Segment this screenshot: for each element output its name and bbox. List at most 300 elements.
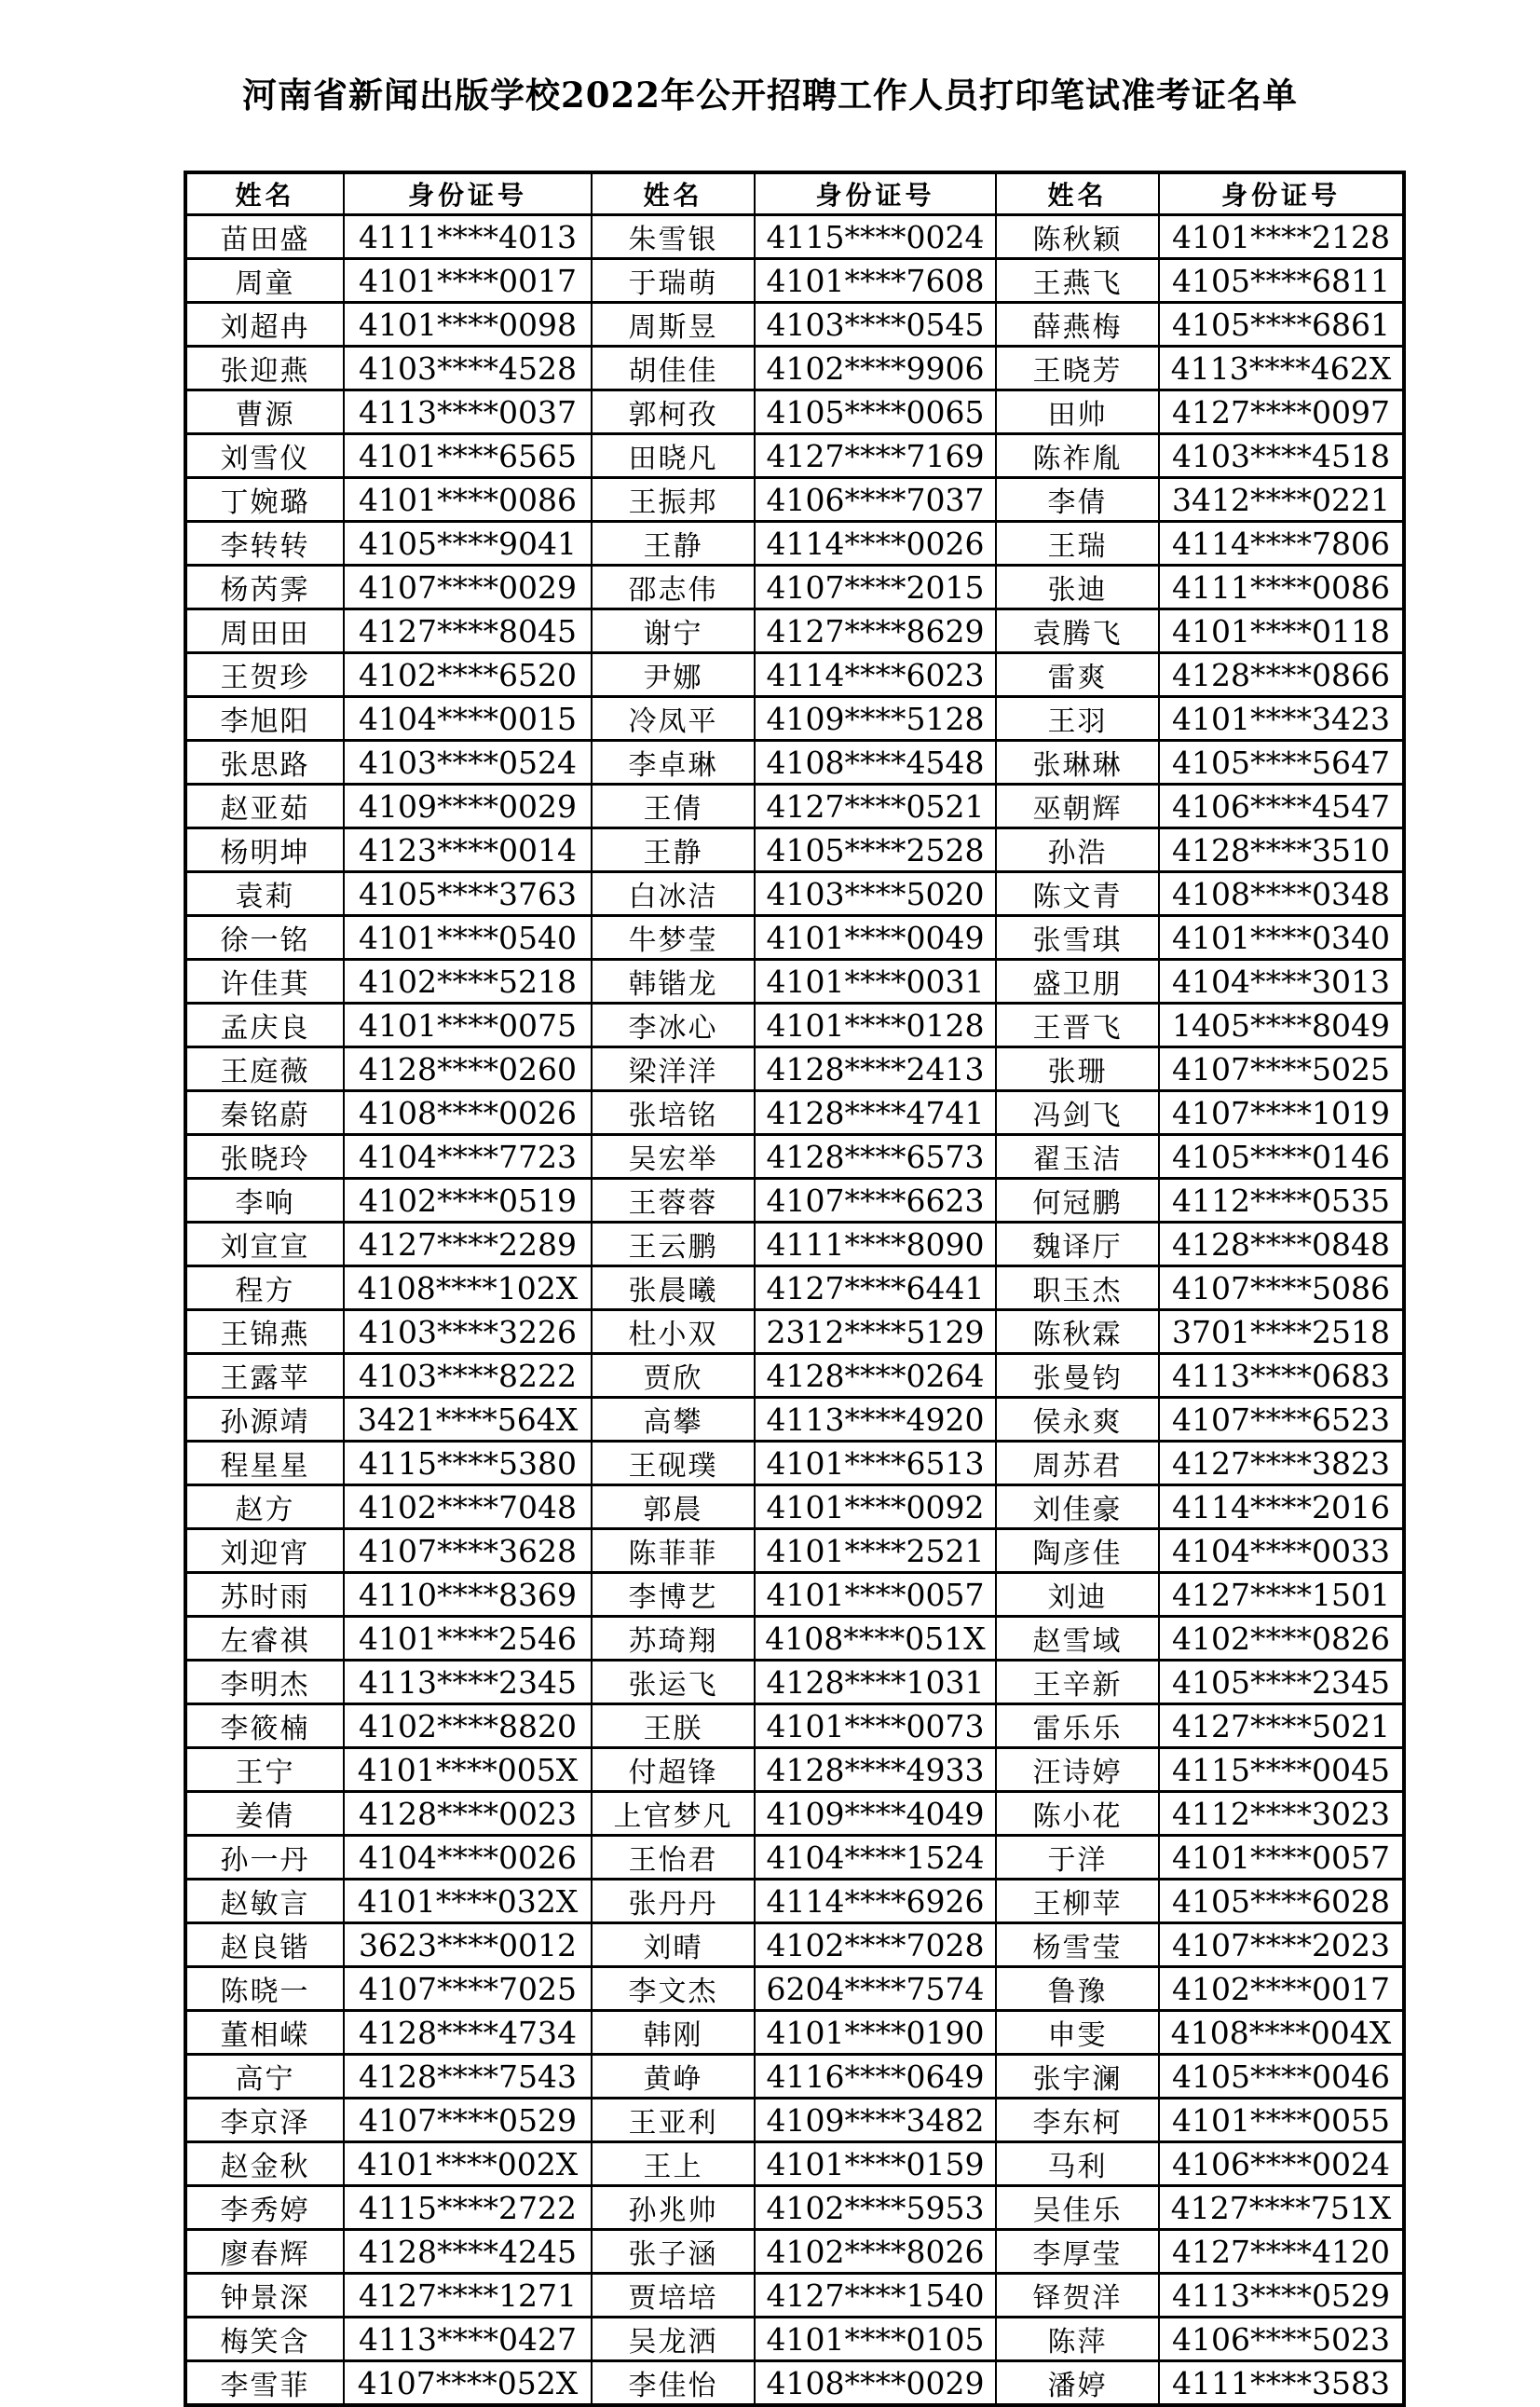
candidate-id: 4101****0118: [1159, 609, 1404, 653]
candidate-name: 苏琦翔: [592, 1617, 755, 1661]
candidate-id: 4128****0023: [344, 1792, 592, 1836]
candidate-id: 4104****0033: [1159, 1529, 1404, 1573]
candidate-name: 苏时雨: [185, 1573, 344, 1617]
candidate-name: 曹源: [185, 390, 344, 434]
candidate-name: 翟玉洁: [996, 1135, 1159, 1179]
table-row: [185, 303, 1404, 347]
candidate-name: 秦铭蔚: [185, 1091, 344, 1135]
candidate-name: 李厚莹: [996, 2230, 1159, 2274]
candidate-id: 4115****5380: [344, 1442, 592, 1485]
candidate-name: 陈小花: [996, 1792, 1159, 1836]
candidate-id: 4103****5020: [755, 872, 996, 916]
candidate-name: 李筱楠: [185, 1704, 344, 1748]
candidate-name: 胡佳佳: [592, 347, 755, 390]
candidate-name: 陈萍: [996, 2318, 1159, 2361]
candidate-id: 4102****0519: [344, 1179, 592, 1223]
candidate-name: 郭晨: [592, 1485, 755, 1529]
candidate-id: 4108****102X: [344, 1266, 592, 1310]
candidate-name: 刘晴: [592, 1923, 755, 1967]
candidate-name: 于瑞萌: [592, 259, 755, 303]
candidate-id: 4101****6513: [755, 1442, 996, 1485]
candidate-id: 4101****6565: [344, 434, 592, 478]
table-row: [185, 741, 1404, 785]
candidate-name: 王柳苹: [996, 1880, 1159, 1923]
candidate-name: 王锦燕: [185, 1310, 344, 1354]
candidate-id: 4105****0065: [755, 390, 996, 434]
candidate-name: 谢宁: [592, 609, 755, 653]
table-row: [185, 1135, 1404, 1179]
table-row: [185, 1442, 1404, 1485]
candidate-name: 赵敏言: [185, 1880, 344, 1923]
candidate-id: 4127****6441: [755, 1266, 996, 1310]
candidate-id: 4101****0190: [755, 2011, 996, 2055]
candidate-id: 4116****0649: [755, 2055, 996, 2099]
candidate-id: 4104****0026: [344, 1836, 592, 1880]
table-row: [185, 478, 1404, 522]
candidate-id: 4101****032X: [344, 1880, 592, 1923]
candidate-name: 高攀: [592, 1398, 755, 1442]
candidate-id: 4104****7723: [344, 1135, 592, 1179]
candidate-id: 4128****4741: [755, 1091, 996, 1135]
candidate-id: 4128****0848: [1159, 1223, 1404, 1266]
candidate-name: 王晓芳: [996, 347, 1159, 390]
candidate-name: 许佳萁: [185, 960, 344, 1004]
candidate-id: 4101****0031: [755, 960, 996, 1004]
candidate-name: 张培铭: [592, 1091, 755, 1135]
candidate-name: 王羽: [996, 697, 1159, 741]
candidate-name: 邵志伟: [592, 566, 755, 609]
candidate-id: 4102****9906: [755, 347, 996, 390]
candidate-id: 4101****002X: [344, 2142, 592, 2186]
table-row: [185, 347, 1404, 390]
candidate-id: 4127****7169: [755, 434, 996, 478]
table-row: [185, 2011, 1404, 2055]
candidate-name: 张宇澜: [996, 2055, 1159, 2099]
candidate-name: 冯剑飞: [996, 1091, 1159, 1135]
candidate-name: 赵雪域: [996, 1617, 1159, 1661]
candidate-name: 王晋飞: [996, 1004, 1159, 1047]
candidate-id: 4101****0073: [755, 1704, 996, 1748]
candidate-name: 韩锴龙: [592, 960, 755, 1004]
candidate-name: 赵金秋: [185, 2142, 344, 2186]
candidate-name: 田帅: [996, 390, 1159, 434]
candidate-id: 4108****4548: [755, 741, 996, 785]
candidate-id: 1405****8049: [1159, 1004, 1404, 1047]
table-row: [185, 1661, 1404, 1704]
candidate-name: 田晓凡: [592, 434, 755, 478]
candidate-id: 4113****462X: [1159, 347, 1404, 390]
candidate-id: 4105****3763: [344, 872, 592, 916]
table-row: [185, 2099, 1404, 2142]
candidate-name: 杜小双: [592, 1310, 755, 1354]
candidate-id: 4105****2345: [1159, 1661, 1404, 1704]
candidate-id: 4102****8820: [344, 1704, 592, 1748]
candidate-id: 4101****0017: [344, 259, 592, 303]
candidate-name: 孙一丹: [185, 1836, 344, 1880]
candidate-id: 4105****6861: [1159, 303, 1404, 347]
candidate-id: 4103****3226: [344, 1310, 592, 1354]
candidate-id: 4114****7806: [1159, 522, 1404, 566]
candidate-name: 王庭薇: [185, 1047, 344, 1091]
candidate-id: 4113****0427: [344, 2318, 592, 2361]
candidate-name: 袁腾飞: [996, 609, 1159, 653]
candidate-id: 4115****2722: [344, 2186, 592, 2230]
candidate-id: 4107****052X: [344, 2361, 592, 2406]
header-id: 身份证号: [755, 172, 996, 215]
candidate-name: 程方: [185, 1266, 344, 1310]
candidate-id: 4112****0535: [1159, 1179, 1404, 1223]
candidate-id: 4105****0146: [1159, 1135, 1404, 1179]
candidate-name: 陈文青: [996, 872, 1159, 916]
candidate-id: 4107****6523: [1159, 1398, 1404, 1442]
candidate-id: 4102****0826: [1159, 1617, 1404, 1661]
candidate-id: 4107****2023: [1159, 1923, 1404, 1967]
candidate-name: 孙源靖: [185, 1398, 344, 1442]
candidate-name: 张曼钧: [996, 1354, 1159, 1398]
candidate-id: 4102****7048: [344, 1485, 592, 1529]
candidate-name: 袁莉: [185, 872, 344, 916]
candidate-name: 左睿祺: [185, 1617, 344, 1661]
candidate-id: 4114****0026: [755, 522, 996, 566]
candidate-id: 4107****5025: [1159, 1047, 1404, 1091]
table-row: [185, 390, 1404, 434]
table-row: [185, 653, 1404, 697]
candidate-name: 黄峥: [592, 2055, 755, 2099]
candidate-id: 4103****4528: [344, 347, 592, 390]
candidate-name: 吴龙洒: [592, 2318, 755, 2361]
candidate-id: 4112****3023: [1159, 1792, 1404, 1836]
candidate-name: 李响: [185, 1179, 344, 1223]
table-row: [185, 1923, 1404, 1967]
candidate-id: 4127****751X: [1159, 2186, 1404, 2230]
candidate-name: 王振邦: [592, 478, 755, 522]
candidate-name: 廖春辉: [185, 2230, 344, 2274]
candidate-id: 4101****0159: [755, 2142, 996, 2186]
candidate-id: 4128****4933: [755, 1748, 996, 1792]
candidate-id: 4128****6573: [755, 1135, 996, 1179]
candidate-id: 6204****7574: [755, 1967, 996, 2011]
candidate-name: 贾培培: [592, 2274, 755, 2318]
candidate-name: 王辛新: [996, 1661, 1159, 1704]
candidate-name: 李京泽: [185, 2099, 344, 2142]
candidate-name: 冷凤平: [592, 697, 755, 741]
table-row: [185, 1617, 1404, 1661]
candidate-name: 李文杰: [592, 1967, 755, 2011]
candidate-name: 刘雪仪: [185, 434, 344, 478]
candidate-name: 雷爽: [996, 653, 1159, 697]
candidate-id: 4104****1524: [755, 1836, 996, 1880]
candidate-name: 王蓉蓉: [592, 1179, 755, 1223]
candidate-id: 4101****005X: [344, 1748, 592, 1792]
candidate-name: 苗田盛: [185, 215, 344, 259]
candidate-name: 杨明坤: [185, 828, 344, 872]
table-row: [185, 2186, 1404, 2230]
candidate-id: 4128****0260: [344, 1047, 592, 1091]
candidate-name: 杨雪莹: [996, 1923, 1159, 1967]
candidate-name: 尹娜: [592, 653, 755, 697]
candidate-name: 周斯昱: [592, 303, 755, 347]
candidate-id: 3623****0012: [344, 1923, 592, 1967]
candidate-name: 赵方: [185, 1485, 344, 1529]
table-row: [185, 1704, 1404, 1748]
candidate-id: 4127****0097: [1159, 390, 1404, 434]
table-row: [185, 609, 1404, 653]
table-row: [185, 1529, 1404, 1573]
candidate-id: 4107****6623: [755, 1179, 996, 1223]
candidate-id: 4107****0529: [344, 2099, 592, 2142]
candidate-name: 周童: [185, 259, 344, 303]
candidate-name: 丁婉璐: [185, 478, 344, 522]
candidate-id: 4102****8026: [755, 2230, 996, 2274]
candidate-name: 陈祚胤: [996, 434, 1159, 478]
candidate-name: 孙兆帅: [592, 2186, 755, 2230]
candidate-name: 王贺珍: [185, 653, 344, 697]
table-row: [185, 259, 1404, 303]
table-row: [185, 1354, 1404, 1398]
candidate-name: 刘迪: [996, 1573, 1159, 1617]
candidate-name: 侯永爽: [996, 1398, 1159, 1442]
candidate-name: 程星星: [185, 1442, 344, 1485]
roster-table: [184, 171, 1406, 2407]
candidate-name: 张思路: [185, 741, 344, 785]
candidate-name: 李旭阳: [185, 697, 344, 741]
candidate-name: 吴宏举: [592, 1135, 755, 1179]
table-row: [185, 1967, 1404, 2011]
candidate-name: 王静: [592, 522, 755, 566]
candidate-id: 3412****0221: [1159, 478, 1404, 522]
candidate-id: 4103****0545: [755, 303, 996, 347]
candidate-name: 张晓玲: [185, 1135, 344, 1179]
candidate-id: 4128****7543: [344, 2055, 592, 2099]
candidate-id: 4104****3013: [1159, 960, 1404, 1004]
table-row: [185, 566, 1404, 609]
candidate-id: 4111****4013: [344, 215, 592, 259]
table-body: [185, 215, 1404, 2406]
candidate-id: 4101****0092: [755, 1485, 996, 1529]
candidate-id: 4108****0029: [755, 2361, 996, 2406]
candidate-name: 张迪: [996, 566, 1159, 609]
candidate-name: 鲁豫: [996, 1967, 1159, 2011]
table-row: [185, 785, 1404, 828]
candidate-id: 4127****2289: [344, 1223, 592, 1266]
table-row: [185, 2142, 1404, 2186]
candidate-id: 4103****0524: [344, 741, 592, 785]
candidate-id: 4113****0529: [1159, 2274, 1404, 2318]
candidate-name: 白冰洁: [592, 872, 755, 916]
candidate-id: 4102****5218: [344, 960, 592, 1004]
candidate-name: 张晨曦: [592, 1266, 755, 1310]
candidate-name: 刘宣宣: [185, 1223, 344, 1266]
table-header-row: [185, 172, 1404, 215]
candidate-id: 4105****2528: [755, 828, 996, 872]
candidate-id: 4101****0075: [344, 1004, 592, 1047]
candidate-id: 4105****6811: [1159, 259, 1404, 303]
candidate-name: 张雪琪: [996, 916, 1159, 960]
candidate-name: 李佳怡: [592, 2361, 755, 2406]
candidate-id: 4111****0086: [1159, 566, 1404, 609]
candidate-name: 李明杰: [185, 1661, 344, 1704]
header-name: 姓名: [592, 172, 755, 215]
candidate-id: 4103****8222: [344, 1354, 592, 1398]
candidate-name: 钟景深: [185, 2274, 344, 2318]
table-row: [185, 215, 1404, 259]
candidate-name: 姜倩: [185, 1792, 344, 1836]
candidate-name: 陈菲菲: [592, 1529, 755, 1573]
candidate-id: 4111****8090: [755, 1223, 996, 1266]
candidate-id: 4101****2546: [344, 1617, 592, 1661]
candidate-name: 周田田: [185, 609, 344, 653]
candidate-id: 4114****6926: [755, 1880, 996, 1923]
candidate-id: 4107****5086: [1159, 1266, 1404, 1310]
candidate-id: 4127****8045: [344, 609, 592, 653]
candidate-id: 4106****4547: [1159, 785, 1404, 828]
candidate-name: 朱雪银: [592, 215, 755, 259]
candidate-id: 4101****2128: [1159, 215, 1404, 259]
table-row: [185, 2361, 1404, 2406]
candidate-id: 4109****4049: [755, 1792, 996, 1836]
table-row: [185, 1266, 1404, 1310]
candidate-name: 董相嵘: [185, 2011, 344, 2055]
candidate-name: 孙浩: [996, 828, 1159, 872]
candidate-id: 4103****4518: [1159, 434, 1404, 478]
candidate-id: 4101****0128: [755, 1004, 996, 1047]
candidate-id: 4128****0866: [1159, 653, 1404, 697]
candidate-name: 王亚利: [592, 2099, 755, 2142]
candidate-name: 王砚璞: [592, 1442, 755, 1485]
candidate-id: 4114****6023: [755, 653, 996, 697]
candidate-id: 4107****7025: [344, 1967, 592, 2011]
candidate-id: 4108****0026: [344, 1091, 592, 1135]
candidate-name: 陶彦佳: [996, 1529, 1159, 1573]
candidate-name: 王露苹: [185, 1354, 344, 1398]
table-row: [185, 1223, 1404, 1266]
candidate-id: 4102****5953: [755, 2186, 996, 2230]
table-row: [185, 2055, 1404, 2099]
candidate-name: 刘迎宵: [185, 1529, 344, 1573]
candidate-name: 李东柯: [996, 2099, 1159, 2142]
candidate-id: 4108****051X: [755, 1617, 996, 1661]
candidate-id: 4127****5021: [1159, 1704, 1404, 1748]
table-row: [185, 1573, 1404, 1617]
candidate-name: 张运飞: [592, 1661, 755, 1704]
candidate-name: 高宁: [185, 2055, 344, 2099]
table-row: [185, 1792, 1404, 1836]
candidate-id: 4114****2016: [1159, 1485, 1404, 1529]
candidate-id: 4109****3482: [755, 2099, 996, 2142]
table-row: [185, 916, 1404, 960]
candidate-name: 王怡君: [592, 1836, 755, 1880]
candidate-name: 王瑞: [996, 522, 1159, 566]
candidate-name: 盛卫朋: [996, 960, 1159, 1004]
table-row: [185, 522, 1404, 566]
candidate-name: 王倩: [592, 785, 755, 828]
candidate-id: 4106****7037: [755, 478, 996, 522]
candidate-id: 4107****2015: [755, 566, 996, 609]
candidate-id: 4127****0521: [755, 785, 996, 828]
candidate-name: 李博艺: [592, 1573, 755, 1617]
candidate-id: 4104****0015: [344, 697, 592, 741]
candidate-id: 4107****0029: [344, 566, 592, 609]
candidate-name: 申雯: [996, 2011, 1159, 2055]
table-row: [185, 2318, 1404, 2361]
header-name: 姓名: [996, 172, 1159, 215]
candidate-id: 4101****7608: [755, 259, 996, 303]
candidate-name: 陈秋霖: [996, 1310, 1159, 1354]
candidate-id: 4101****2521: [755, 1529, 996, 1573]
candidate-name: 郭柯孜: [592, 390, 755, 434]
candidate-name: 张琳琳: [996, 741, 1159, 785]
candidate-id: 4128****2413: [755, 1047, 996, 1091]
candidate-id: 4113****4920: [755, 1398, 996, 1442]
candidate-id: 4115****0045: [1159, 1748, 1404, 1792]
candidate-id: 4115****0024: [755, 215, 996, 259]
candidate-id: 4101****0540: [344, 916, 592, 960]
table-row: [185, 1836, 1404, 1880]
candidate-name: 薛燕梅: [996, 303, 1159, 347]
candidate-id: 4101****0340: [1159, 916, 1404, 960]
candidate-id: 4127****4120: [1159, 2230, 1404, 2274]
candidate-name: 王朕: [592, 1704, 755, 1748]
candidate-name: 李转转: [185, 522, 344, 566]
candidate-id: 4102****0017: [1159, 1967, 1404, 2011]
candidate-id: 4101****0098: [344, 303, 592, 347]
candidate-name: 上官梦凡: [592, 1792, 755, 1836]
candidate-name: 张子涵: [592, 2230, 755, 2274]
candidate-id: 4101****0057: [1159, 1836, 1404, 1880]
candidate-name: 潘婷: [996, 2361, 1159, 2406]
candidate-name: 李卓琳: [592, 741, 755, 785]
candidate-id: 4113****0683: [1159, 1354, 1404, 1398]
candidate-name: 徐一铭: [185, 916, 344, 960]
candidate-id: 4107****1019: [1159, 1091, 1404, 1135]
candidate-name: 李倩: [996, 478, 1159, 522]
candidate-id: 4106****0024: [1159, 2142, 1404, 2186]
candidate-id: 3701****2518: [1159, 1310, 1404, 1354]
candidate-id: 4105****5647: [1159, 741, 1404, 785]
table-row: [185, 1485, 1404, 1529]
candidate-id: 4127****1501: [1159, 1573, 1404, 1617]
table-row: [185, 1748, 1404, 1792]
candidate-name: 梅笑含: [185, 2318, 344, 2361]
candidate-name: 韩刚: [592, 2011, 755, 2055]
candidate-id: 4101****0057: [755, 1573, 996, 1617]
candidate-name: 李雪菲: [185, 2361, 344, 2406]
candidate-id: 4106****5023: [1159, 2318, 1404, 2361]
candidate-name: 赵良锴: [185, 1923, 344, 1967]
table-row: [185, 1047, 1404, 1091]
candidate-id: 4102****7028: [755, 1923, 996, 1967]
candidate-name: 贾欣: [592, 1354, 755, 1398]
candidate-name: 陈晓一: [185, 1967, 344, 2011]
candidate-id: 4105****6028: [1159, 1880, 1404, 1923]
candidate-name: 魏译厅: [996, 1223, 1159, 1266]
candidate-id: 4101****3423: [1159, 697, 1404, 741]
candidate-id: 4108****0348: [1159, 872, 1404, 916]
candidate-id: 4105****9041: [344, 522, 592, 566]
candidate-id: 4127****3823: [1159, 1442, 1404, 1485]
candidate-name: 吴佳乐: [996, 2186, 1159, 2230]
table-row: [185, 434, 1404, 478]
candidate-name: 王静: [592, 828, 755, 872]
candidate-name: 雷乐乐: [996, 1704, 1159, 1748]
table-row: [185, 1880, 1404, 1923]
table-row: [185, 1310, 1404, 1354]
candidate-id: 4105****0046: [1159, 2055, 1404, 2099]
candidate-name: 巫朝辉: [996, 785, 1159, 828]
candidate-id: 4102****6520: [344, 653, 592, 697]
candidate-name: 陈秋颖: [996, 215, 1159, 259]
candidate-id: 4127****8629: [755, 609, 996, 653]
